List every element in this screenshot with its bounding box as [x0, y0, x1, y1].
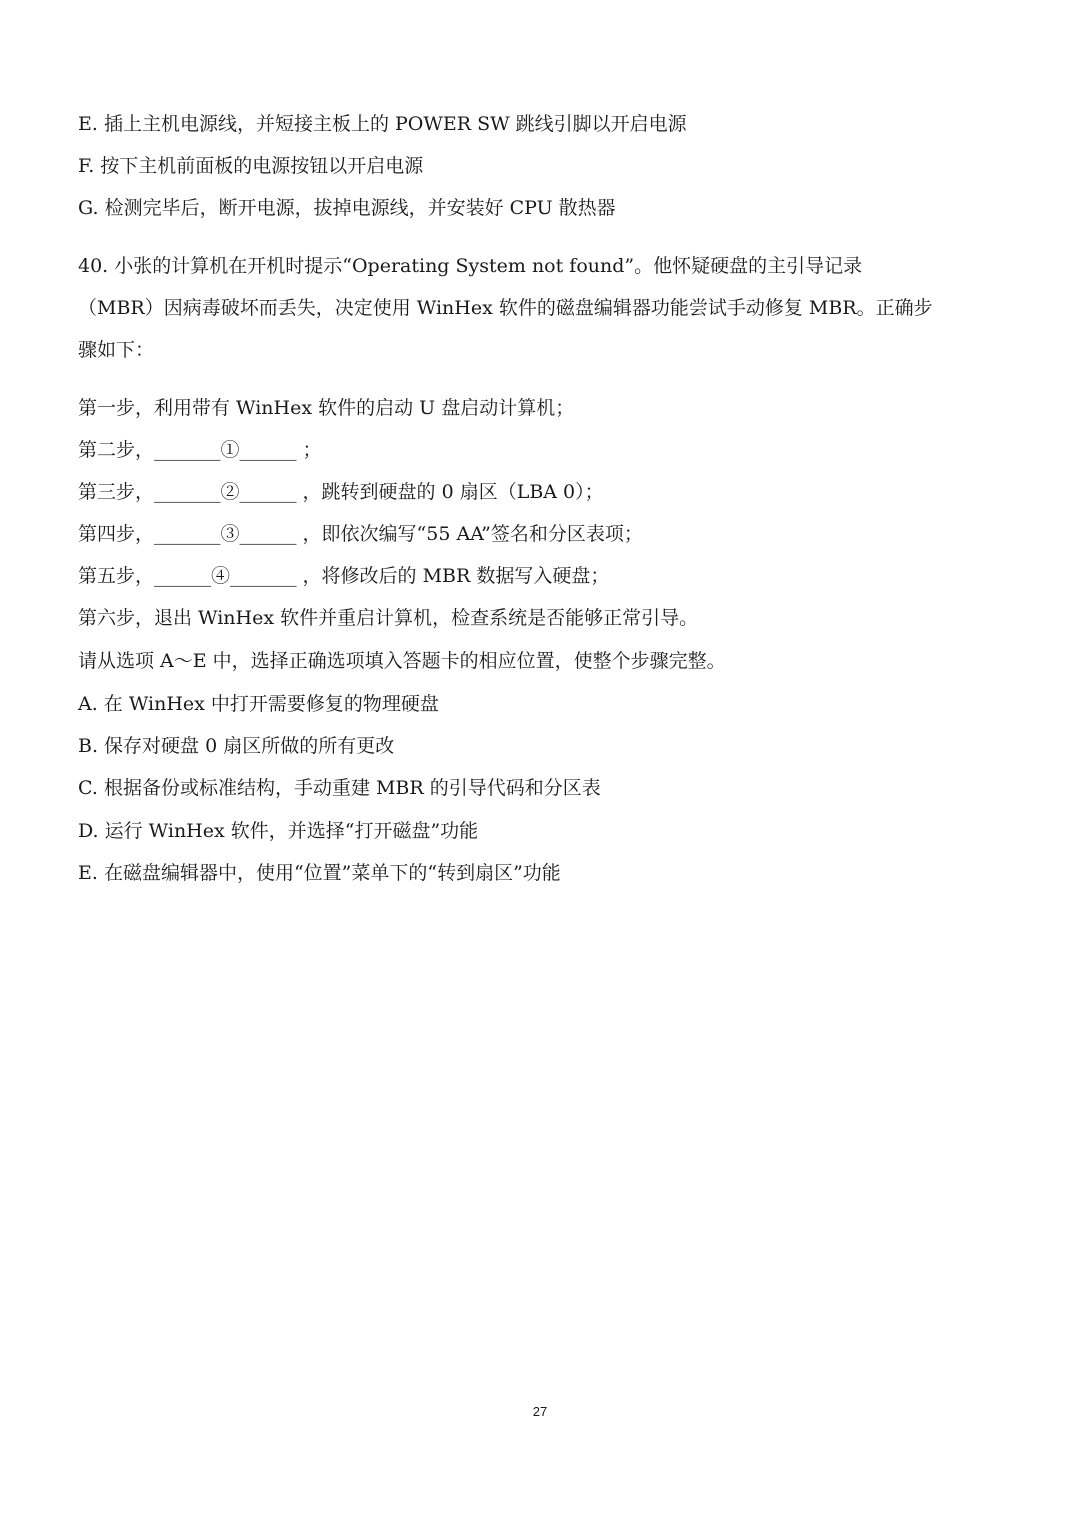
option-a: A. 在 WinHex 中打开需要修复的物理硬盘	[78, 693, 439, 715]
instruction: 请从选项 A～E 中，选择正确选项填入答题卡的相应位置，使整个步骤完整。	[78, 650, 726, 672]
step-5: 第五步，______④_______ ，将修改后的 MBR 数据写入硬盘；	[78, 565, 610, 587]
step-1: 第一步，利用带有 WinHex 软件的启动 U 盘启动计算机；	[78, 397, 575, 419]
step-3: 第三步，_______②______ ，跳转到硬盘的 0 扇区（LBA 0）；	[78, 481, 604, 503]
question-line-3: 骤如下：	[78, 339, 155, 361]
page-number: 27	[532, 1404, 548, 1419]
prev-option-g: G. 检测完毕后，断开电源，拔掉电源线，并安装好 CPU 散热器	[78, 197, 616, 219]
prev-option-e: E. 插上主机电源线，并短接主板上的 POWER SW 跳线引脚以开启电源	[78, 113, 687, 135]
step-2: 第二步，_______①______ ；	[78, 439, 322, 461]
question-line-1: 40. 小张的计算机在开机时提示“Operating System not found”。他怀疑硬盘的主引导记录	[78, 255, 863, 277]
option-e: E. 在磁盘编辑器中，使用“位置”菜单下的“转到扇区”功能	[78, 862, 561, 884]
option-d: D. 运行 WinHex 软件，并选择“打开磁盘”功能	[78, 820, 479, 842]
step-4: 第四步，_______③______ ，即依次编写“55 AA”签名和分区表项；	[78, 523, 643, 545]
option-c: C. 根据备份或标准结构，手动重建 MBR 的引导代码和分区表	[78, 777, 601, 799]
prev-option-f: F. 按下主机前面板的电源按钮以开启电源	[78, 155, 424, 177]
question-line-2: （MBR）因病毒破坏而丢失，决定使用 WinHex 软件的磁盘编辑器功能尝试手动修复 MBR。正确步	[78, 297, 933, 319]
step-6: 第六步，退出 WinHex 软件并重启计算机，检查系统是否能够正常引导。	[78, 607, 699, 629]
option-b: B. 保存对硬盘 0 扇区所做的所有更改	[78, 735, 395, 757]
